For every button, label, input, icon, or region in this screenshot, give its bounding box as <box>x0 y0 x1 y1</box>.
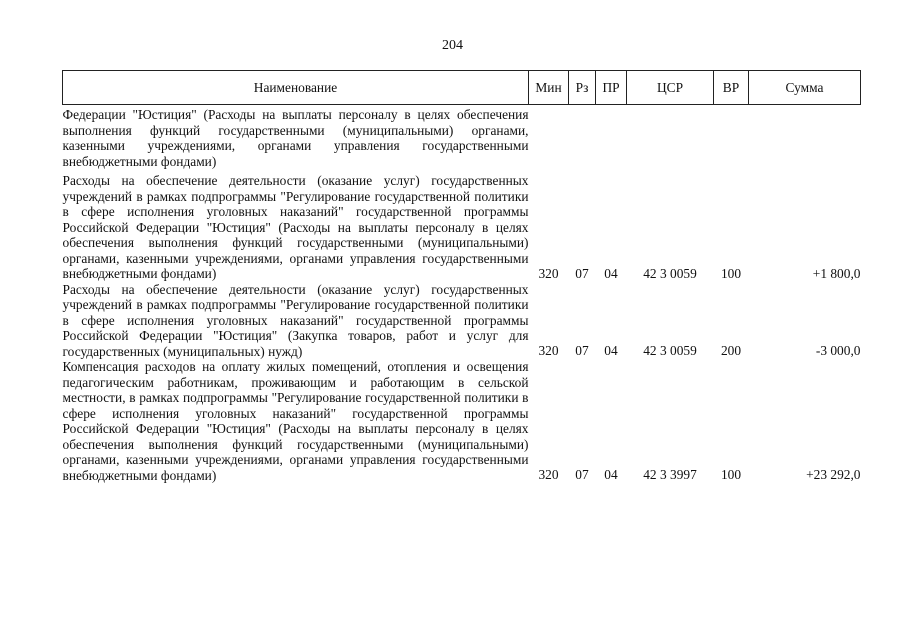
header-vr: ВР <box>714 71 749 105</box>
header-min: Мин <box>529 71 569 105</box>
row-csr: 42 3 0059 <box>643 265 697 281</box>
row-name: Компенсация расходов на оплату жилых помещений, отопления и освещения педагогическим работникам, проживающим и работающим в сельской местности, в рамках подпрограммы "Регулирование государственной политики в сфере исполнения уголовных наказаний" государственной программы Российской Федерации "Юстиция" (Расходы на выплаты персоналу в целях обеспечения выполнения функций государственными (муниципальными) органами, казенными учреждениями, органами управления государственными внебюджетными фондами) <box>62 359 529 483</box>
row-min: 320 <box>538 467 559 482</box>
row-sum: -3 000,0 <box>815 343 861 358</box>
row-vr: 200 <box>720 343 742 358</box>
table-row <box>63 282 861 360</box>
row-csr <box>627 105 714 174</box>
header-row <box>63 71 861 105</box>
row-sum <box>749 105 861 174</box>
row-pr: 04 <box>604 343 618 358</box>
table-row <box>63 173 861 282</box>
header-sum: Сумма <box>749 71 861 105</box>
table-row <box>63 105 861 174</box>
header-csr: ЦСР <box>627 71 714 105</box>
row-min <box>529 105 569 174</box>
row-sum: +1 800,0 <box>812 265 861 281</box>
budget-table <box>62 70 861 483</box>
row-csr: 42 3 3997 <box>643 467 697 482</box>
row-min: 320 <box>538 343 559 358</box>
row-pr <box>596 105 627 174</box>
row-name: Федерации "Юстиция" (Расходы на выплаты персоналу в целях обеспечения выполнения функций государственными (муниципальными) органами, казенными учреждениями, органами управления государственными внебюджетными фондами) <box>62 107 529 169</box>
row-pr: 04 <box>604 265 618 281</box>
row-vr: 100 <box>720 265 742 281</box>
row-csr: 42 3 0059 <box>643 343 697 358</box>
header-name: Наименование <box>63 71 529 105</box>
row-name: Расходы на обеспечение деятельности (оказание услуг) государственных учреждений в рамках подпрограммы "Регулирование государственной политики в сфере исполнения уголовных наказаний" государственной программы Российской Федерации "Юстиция" (Расходы на выплаты персоналу в целях обеспечения выполнения функций государственными (муниципальными) органами, казенными учреждениями, органами управления государственными внебюджетными фондами) <box>62 173 529 281</box>
row-vr: 100 <box>720 467 742 482</box>
row-name: Расходы на обеспечение деятельности (оказание услуг) государственных учреждений в рамках подпрограммы "Регулирование государственной политики в сфере исполнения уголовных наказаний" государственной программы Российской Федерации "Юстиция" (Закупка товаров, работ и услуг для государственных (муниципальных) нужд) <box>62 281 529 359</box>
table-header <box>63 71 861 105</box>
header-rz: Рз <box>569 71 596 105</box>
row-rz: 07 <box>575 467 589 482</box>
row-rz: 07 <box>575 343 589 358</box>
row-vr <box>714 105 749 174</box>
row-rz: 07 <box>575 265 589 281</box>
table-body <box>63 105 861 484</box>
row-sum: +23 292,0 <box>806 467 861 482</box>
row-min: 320 <box>538 265 559 281</box>
page-number: 204 <box>442 38 463 53</box>
row-pr: 04 <box>604 467 618 482</box>
row-rz <box>569 105 596 174</box>
table-row <box>63 359 861 483</box>
header-pr: ПР <box>596 71 627 105</box>
